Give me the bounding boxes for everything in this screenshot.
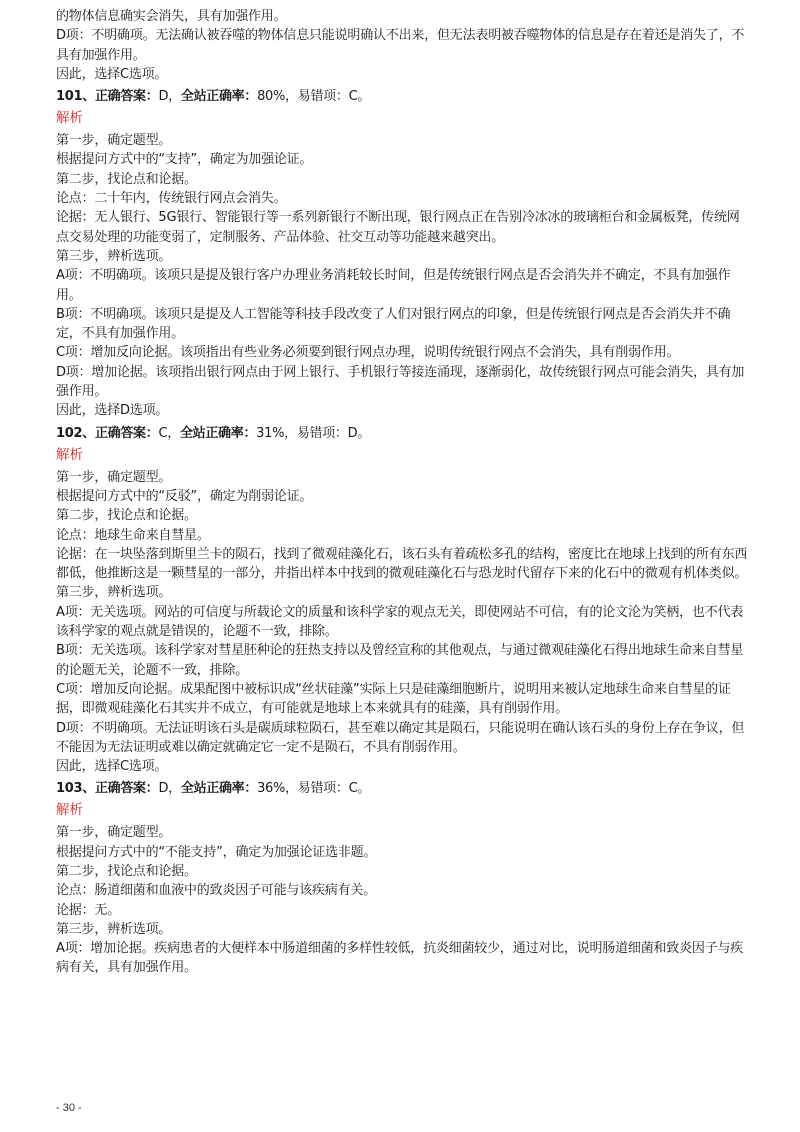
text-line: D项：不明确项。无法确认被吞噬的物体信息只能说明确认不出来，但无法表明被吞噬物体的信息是存在着还是消失了，不具有加强作用。	[56, 28, 745, 63]
text-line: 第二步，找论点和论据。	[56, 171, 197, 187]
document-page	[56, 7, 748, 978]
text-line: 的物体信息确实会消失，具有加强作用。	[56, 9, 287, 24]
rate-value: 31%，易错项：D。	[256, 425, 371, 441]
question-header	[56, 424, 748, 443]
text-line: 论据：在一块坠落到斯里兰卡的陨石，找到了微观硅藻化石，该石头有着疏松多孔的结构，密度比在地球上找到的所有东西都低，他推断这是一颗彗星的一部分，并指出样本中找到的微观硅藻化石与恐龙时代留存下来的化石中的微观有机体类似。	[56, 546, 748, 582]
text-line: C项：增加反向论据。成果配图中被标识成“丝状硅藻”实际上只是硅藻细胞断片，说明用来被认定地球生命来自彗星的证据，即微观硅藻化石其实并不成立，有可能就是地球上本来就具有的硅藻，具有削弱作用。	[56, 681, 731, 717]
rate-label: 全站正确率：	[179, 425, 257, 441]
text-line: C项：增加反向论据。该项指出有些业务必须要到银行网点办理，说明传统银行网点不会消失，具有削弱作用。	[56, 345, 680, 361]
question-block-103	[56, 779, 748, 977]
text-line: 因此，选择C选项。	[56, 759, 168, 775]
text-line: B项：无关选项。该科学家对彗星胚种论的狂热支持以及曾经宣称的其他观点，与通过微观硅藻化石得出地球生命来自彗星的论题无关，论题不一致，排除。	[56, 643, 744, 678]
rate-value: 80%，易错项：C。	[257, 89, 371, 105]
text-line: 根据提问方式中的“反驳”，确定为削弱论证。	[56, 488, 313, 504]
question-header	[56, 87, 748, 106]
text-line: 论点：肠道细菌和血液中的致炎因子可能与该疾病有关。	[56, 883, 377, 899]
question-block-101	[56, 87, 748, 420]
answer-value: D，	[158, 781, 181, 797]
analysis-heading: 解析	[56, 110, 83, 127]
answer-value: D，	[158, 89, 181, 105]
analysis-heading: 解析	[56, 802, 83, 819]
question-number: 101、	[56, 89, 95, 105]
text-line: 第三步，辨析选项。	[56, 585, 172, 601]
text-line: 第一步，确定题型。	[56, 469, 172, 485]
text-line: 论点：地球生命来自彗星。	[56, 527, 210, 543]
rate-label: 全站正确率：	[180, 781, 258, 797]
text-line: A项：增加论据。疾病患者的大便样本中肠道细菌的多样性较低，抗炎细菌较少，通过对比，说明肠道细菌和致炎因子与疾病有关，具有加强作用。	[56, 941, 744, 976]
text-line: 根据提问方式中的“不能支持”，确定为加强论证选非题。	[56, 844, 377, 860]
answer-label: 正确答案：	[94, 781, 159, 797]
rate-value: 36%，易错项：C。	[257, 781, 371, 797]
answer-value: C，	[158, 425, 180, 441]
continuation-block	[56, 7, 748, 84]
answer-label: 正确答案：	[94, 89, 159, 105]
text-line: 因此，选择C选项。	[56, 66, 168, 82]
text-line: D项：增加论据。该项指出银行网点由于网上银行、手机银行等接连涌现，逐渐弱化，故传统银行网点可能会消失，具有加强作用。	[56, 364, 745, 400]
answer-label: 正确答案：	[94, 425, 159, 441]
text-line: A项：不明确项。该项只是提及银行客户办理业务消耗较长时间，但是传统银行网点是否会消失并不确定，不具有加强作用。	[56, 268, 731, 303]
text-line: D项：不明确项。无法证明该石头是碳质球粒陨石，甚至难以确定其是陨石，只能说明在确认该石头的身份上存在争议，但不能因为无法证明或难以确定就确定它一定不是陨石，不具有削弱作用。	[56, 720, 745, 755]
question-header	[56, 779, 748, 798]
text-line: 第二步，找论点和论据。	[56, 863, 197, 879]
text-line: 第三步，辨析选项。	[56, 248, 172, 264]
text-line: 第三步，辨析选项。	[56, 921, 172, 937]
analysis-heading: 解析	[56, 446, 83, 463]
text-line: 因此，选择D选项。	[56, 403, 169, 419]
text-line: 第一步，确定题型。	[56, 133, 172, 149]
text-line: B项：不明确项。该项只是提及人工智能等科技手段改变了人们对银行网点的印象，但是传统银行网点是否会消失并不确定，不具有加强作用。	[56, 306, 731, 342]
page-number: - 30 -	[56, 1102, 82, 1114]
text-line: 论据：无。	[56, 902, 121, 918]
question-number: 103、	[56, 781, 95, 797]
rate-label: 全站正确率：	[180, 89, 258, 105]
question-number: 102、	[56, 425, 95, 441]
text-line: A项：无关选项。网站的可信度与所载论文的质量和该科学家的观点无关，即使网站不可信，有的论文沦为笑柄，也不代表该科学家的观点就是错误的，论题不一致，排除。	[56, 604, 744, 640]
question-block-102	[56, 424, 748, 777]
text-line: 论点：二十年内，传统银行网点会消失。	[56, 191, 287, 207]
text-line: 根据提问方式中的“支持”，确定为加强论证。	[56, 152, 313, 168]
text-line: 第一步，确定题型。	[56, 825, 172, 841]
text-line: 论据：无人银行、5G银行、智能银行等一系列新银行不断出现，银行网点正在告别冷冰冰的玻璃柜台和金属板凳，传统网点交易处理的功能变弱了，定制服务、产品体验、社交互动等功能越来越突出。	[56, 210, 740, 245]
text-line: 第二步，找论点和论据。	[56, 508, 197, 524]
